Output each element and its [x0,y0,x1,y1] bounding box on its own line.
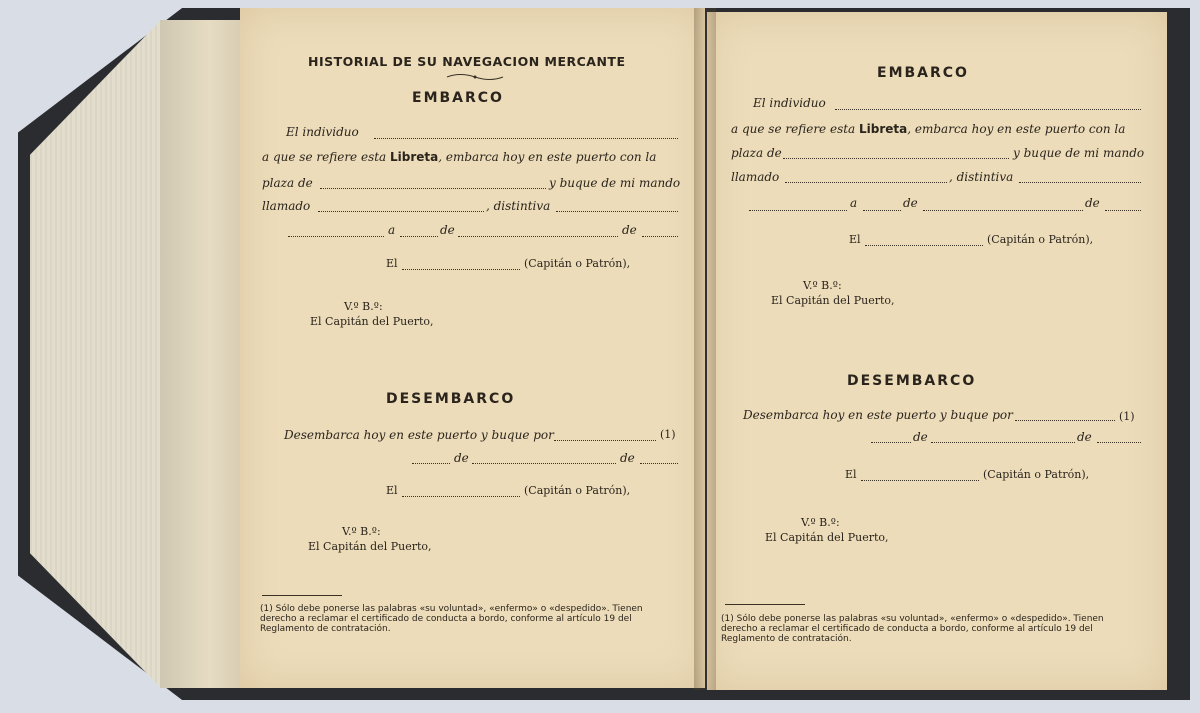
plaza-label: plaza de [262,176,313,190]
main-title: HISTORIAL DE SU NAVEGACION MERCANTE [308,54,626,69]
date-day-field-right[interactable] [749,210,847,211]
de-label-right-4: de [1077,430,1092,444]
a-label: a [388,223,396,237]
individuo-field-right[interactable] [835,109,1141,110]
de-label-right-2: de [1085,196,1100,210]
booklet-spine [160,20,242,688]
embarco-libreta-line: a que se refiere esta Libreta, embarca hoy en este puerto con la [262,150,657,164]
desembarco-reason-field[interactable] [554,440,656,441]
desembarco-month-field-right[interactable] [931,442,1075,443]
llamado-field[interactable] [318,211,484,212]
right-page [707,12,1167,690]
a-label-right: a [850,196,858,210]
vb-label-right-2: V.º B.º: [801,516,840,529]
de-label-2: de [622,223,637,237]
desembarco-month-field[interactable] [472,463,616,464]
capitan-patron-label-right: (Capitán o Patrón), [987,233,1094,246]
footnote-text: (1) Sólo debe ponerse las palabras «su voluntad», «enfermo» o «despedido». Tienen derecho a reclamar el certificado de conducta a bordo, conforme al artículo 19 del Reglamento de contratación. [260,604,643,634]
capitan-puerto-label: El Capitán del Puerto, [310,315,434,328]
el-label: El [386,257,398,270]
capitan-puerto-label-right-2: El Capitán del Puerto, [765,531,889,544]
date-field[interactable] [400,236,438,237]
buque-label: y buque de mi mando [549,176,681,190]
de-label-right-1: de [903,196,918,210]
distintiva-label: , distintiva [486,199,551,213]
el-label-2: El [386,484,398,497]
desembarco-line-right: Desembarca hoy en este puerto y buque por [743,408,1013,422]
capitan-patron-label: (Capitán o Patrón), [524,257,631,270]
de-label-right-3: de [913,430,928,444]
year-field-right[interactable] [1105,210,1141,211]
capitan-puerto-label-right: El Capitán del Puerto, [771,294,895,307]
footnote-ref: (1) [660,428,676,441]
desembarco-reason-field-right[interactable] [1015,420,1115,421]
page-gutter [694,8,716,690]
plaza-field-right[interactable] [783,158,1009,159]
el-label-right-2: El [845,468,857,481]
desembarco-heading: DESEMBARCO [386,391,516,407]
capitan-puerto-label-2: El Capitán del Puerto, [308,540,432,553]
desembarco-year-field[interactable] [640,463,678,464]
embarco-individuo-label: El individuo [286,125,359,139]
month-field[interactable] [458,236,618,237]
desembarco-heading-right: DESEMBARCO [847,373,977,389]
llamado-field-right[interactable] [785,182,947,183]
llamado-label-right: llamado [731,170,780,184]
year-field[interactable] [642,236,678,237]
vb-label: V.º B.º: [344,300,383,313]
desembarco-day-field-right[interactable] [871,442,911,443]
month-field-right[interactable] [923,210,1083,211]
capitan-patron-label-right-2: (Capitán o Patrón), [983,468,1090,481]
date-day-field[interactable] [288,236,384,237]
vb-label-2: V.º B.º: [342,525,381,538]
desembarco-day-field[interactable] [412,463,450,464]
footnote-ref-right: (1) [1119,410,1135,423]
llamado-label: llamado [262,199,311,213]
el-label-right: El [849,233,861,246]
left-page [240,8,705,688]
ornament-divider [445,72,505,82]
distintiva-label-right: , distintiva [949,170,1014,184]
embarco-individuo-label-right: El individuo [753,96,826,110]
plaza-label-right: plaza de [731,146,782,160]
de-label-1: de [440,223,455,237]
signature-field[interactable] [402,269,520,270]
desembarco-line: Desembarca hoy en este puerto y buque por [284,428,554,442]
signature-field-2[interactable] [402,496,520,497]
embarco-libreta-line-right: a que se refiere esta Libreta, embarca hoy en este puerto con la [731,122,1126,136]
date-field-right[interactable] [863,210,901,211]
capitan-patron-label-2: (Capitán o Patrón), [524,484,631,497]
signature-field-right-2[interactable] [861,480,979,481]
desembarco-year-field-right[interactable] [1097,442,1141,443]
individuo-field[interactable] [374,138,678,139]
distintiva-field-right[interactable] [1019,182,1141,183]
footnote-rule [262,595,342,596]
distintiva-field[interactable] [556,211,678,212]
footnote-rule-right [725,604,805,605]
de-label-3: de [454,451,469,465]
footnote-text-right: (1) Sólo debe ponerse las palabras «su voluntad», «enfermo» o «despedido». Tienen derecho a reclamar el certificado de conducta a bordo, conforme al artículo 19 del Reglamento de contratación. [721,614,1104,644]
vb-label-right: V.º B.º: [803,279,842,292]
embarco-heading-right: EMBARCO [877,65,969,81]
buque-label-right: y buque de mi mando [1013,146,1145,160]
plaza-field[interactable] [320,188,546,189]
embarco-heading: EMBARCO [412,90,504,106]
de-label-4: de [620,451,635,465]
signature-field-right[interactable] [865,245,983,246]
